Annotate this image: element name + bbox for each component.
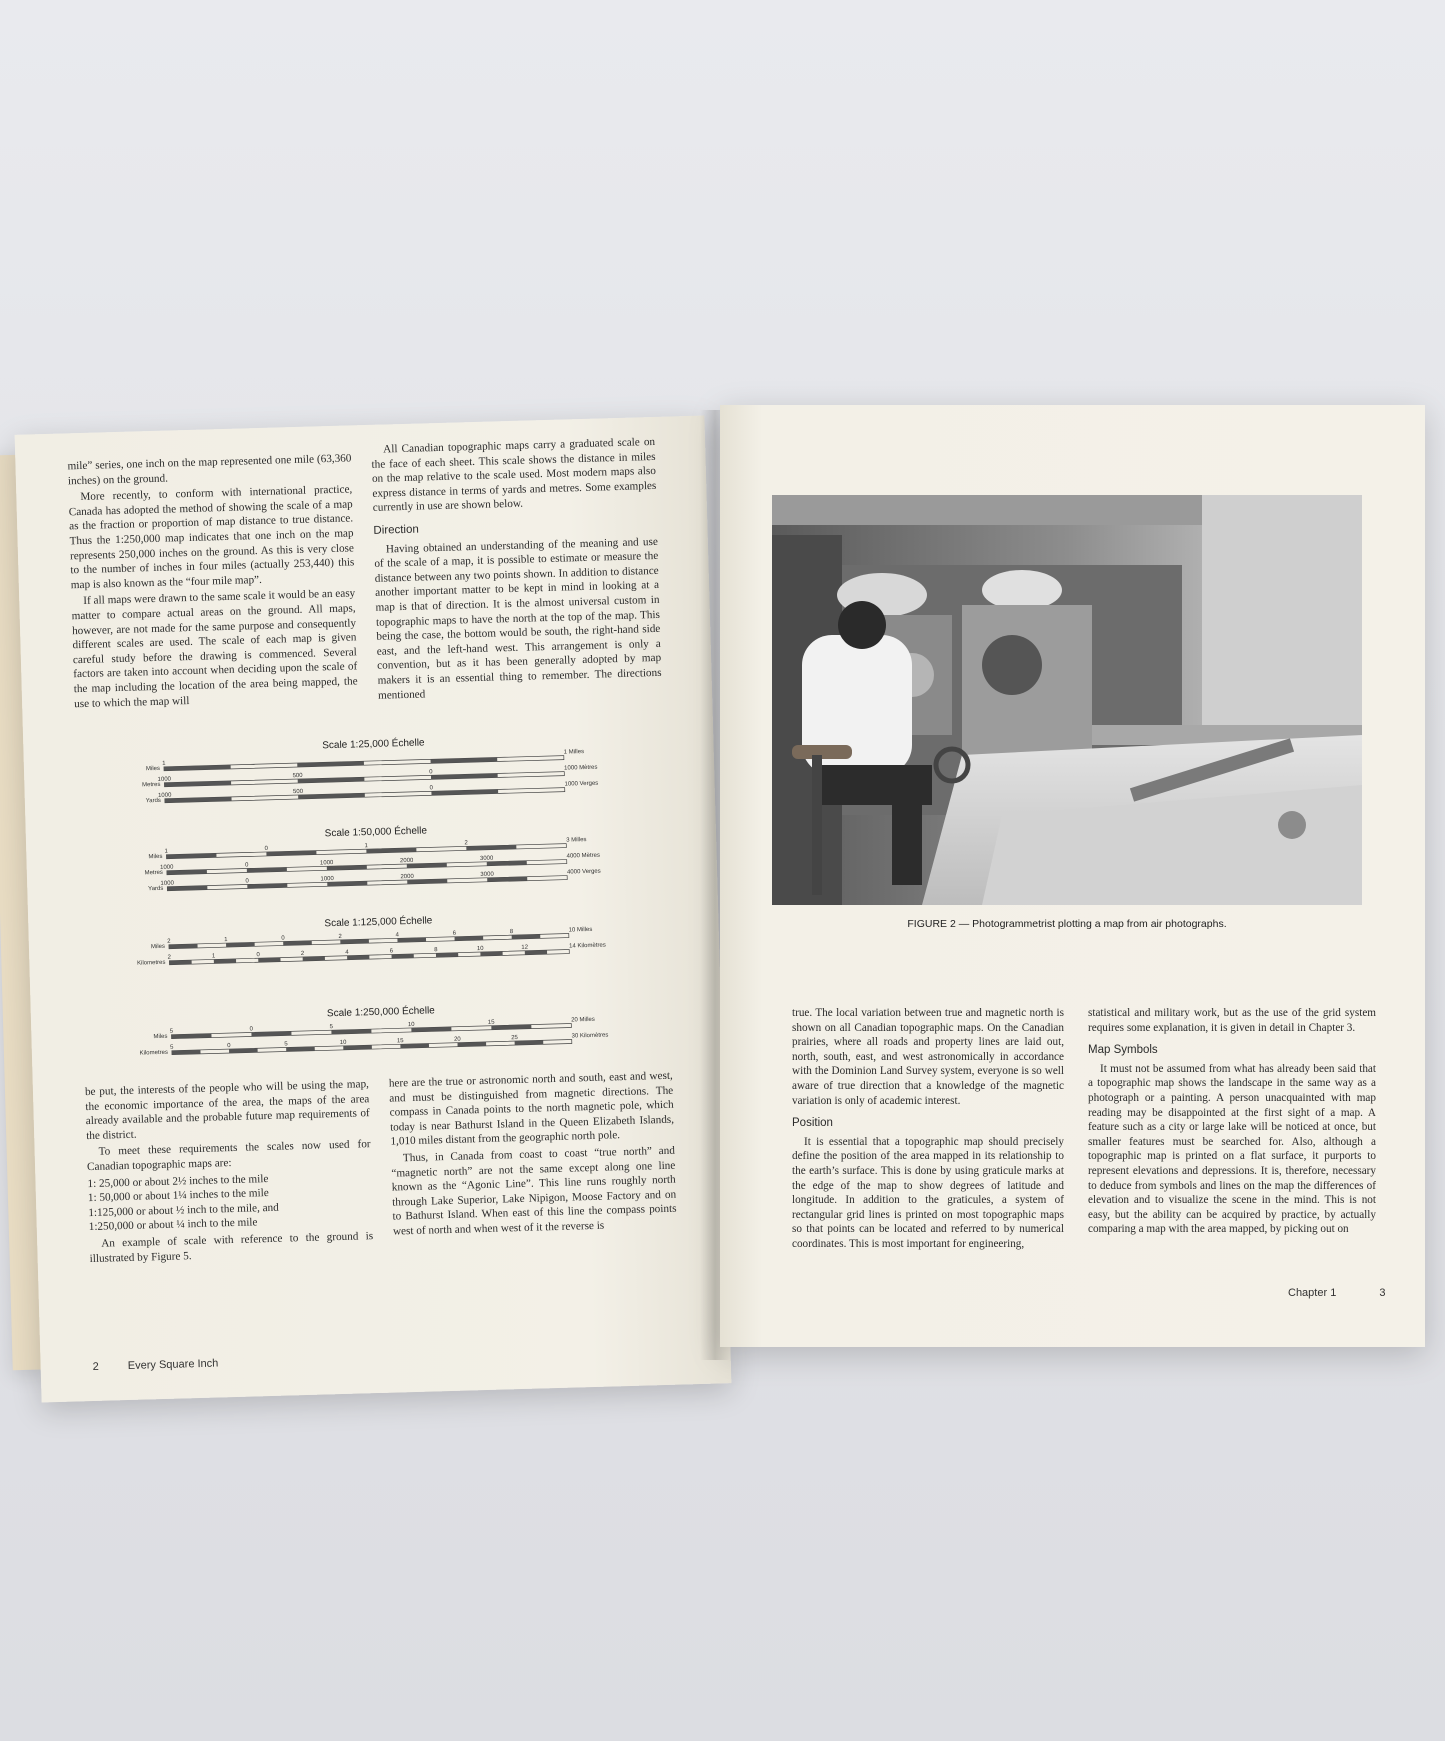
paragraph: If all maps were drawn to the same scale it would be an easy matter to compare actual areas on the ground. All maps, however, are not made for the same purpose and consequently different scales are used. The scale of each map is given careful study before the drawing is commenced. Several factors are taken into account when deciding upon the scale of the map including the location of the area being mapped, the use to which the map will xyxy=(71,587,358,710)
scale-bar-segment xyxy=(258,958,280,963)
scale-tick-label: 30 Kilomètres xyxy=(571,1032,609,1040)
scale-tick-label: 4000 Verges xyxy=(566,868,601,876)
paragraph: It is essential that a topographic map should precisely define the position of the area mapped in its relationship to the earth’s surface. This is done by using graticule marks at the edge of the map to show degrees of latitude and longitude. In addition to the graticules, a system of rectangular grid lines is printed on most topographic maps so that points can be located and referred to by numerical coordinates. This is most important for engineering, xyxy=(792,1135,1064,1250)
list-item: 1: 50,000 or about 1¼ inches to the mile xyxy=(87,1187,269,1205)
paragraph: mile” series, one inch on the map represented one mile (63,360 inches) on the ground. xyxy=(67,452,352,487)
scale-tick-label: 1000 xyxy=(160,880,174,887)
scale-tick-label: 0 xyxy=(245,878,249,885)
scale-tick-label: 3000 xyxy=(479,855,494,862)
left-column-1 xyxy=(67,451,358,713)
figure-caption: FIGURE 2 — Photogrammetrist plotting a map from air photographs. xyxy=(907,918,1227,930)
scale-tick-label: 2 xyxy=(300,950,305,958)
scale-title: Scale 1:250,000 Échelle xyxy=(326,1005,435,1020)
scale-tick-label: 0 xyxy=(249,1026,254,1033)
list-item: 1:125,000 or about ½ inch to the mile, and xyxy=(88,1201,279,1219)
scale-tick-label: 1 xyxy=(164,848,169,855)
paragraph: Having obtained an understanding of the meaning and use of the scale of a map, it is possible to estimate or measure the distance between any two points shown. In addition to distance another important matter to be kept in mind in looking at a map is that of direction. It is the almost universal custom in topographic maps to have the north at the top of the map. This being the case, the bottom would be south, the right-hand side east, and the left-hand west. This arrangement is only a convention, but as it has been generally adopted by map makers it is an essential thing to remember. The directions mentioned xyxy=(374,535,662,702)
scale-tick-label: 0 xyxy=(429,785,434,792)
scale-bar-segment xyxy=(226,942,255,947)
running-chapter: Chapter 1 xyxy=(1288,1287,1337,1299)
scale-bar-segment xyxy=(400,1043,429,1048)
scale-tick-label: 4 xyxy=(395,932,400,939)
scale-bar-segment xyxy=(229,1048,258,1053)
scale-unit-label: Kilometres xyxy=(137,959,166,967)
scale-unit-label: Metres xyxy=(142,781,161,789)
paragraph: here are the true or astronomic north and south, east and west, and must be distinguished from magnetic directions. The compass in Canada points to the north magnetic pole, which today is near Bathurst Island in the Queen Elizabeth Islands, 1,010 miles distant from the geographic north pole. xyxy=(388,1069,675,1148)
scale-tick-label: 2 xyxy=(464,840,468,847)
scale-unit-label: Yards xyxy=(145,797,161,805)
left-column-4 xyxy=(389,1069,677,1241)
scale-tick-label: 1000 xyxy=(157,776,172,783)
right-column-2 xyxy=(1088,1006,1376,1239)
left-column-3 xyxy=(85,1077,374,1268)
right-column-1 xyxy=(792,1006,1064,1254)
scale-tick-label: 0 xyxy=(429,769,433,776)
scale-tick-label: 10 xyxy=(339,1039,347,1046)
scale-unit-label: Miles xyxy=(145,765,161,773)
scale-bar-segment xyxy=(525,950,547,955)
scale-tick-label: 10 Milles xyxy=(568,926,593,934)
scale-tick-label: 14 Kilomètres xyxy=(569,942,606,950)
scale-bar-segment xyxy=(347,955,369,960)
section-heading-map-symbols: Map Symbols xyxy=(1088,1044,1158,1057)
paragraph: true. The local variation between true and magnetic north is shown on all Canadian topographic maps. On the Canadian prairies, where all roads and property lines are laid out, north, south, east, and west astronomically in accordance with the Dominion Land Survey system, everyone is so well aware of true direction that a knowledge of the magnetic variation is only of academic interest. xyxy=(792,1007,1064,1107)
scale-tick-label: 1000 xyxy=(320,876,334,883)
scale-tick-label: 8 xyxy=(434,947,438,954)
paragraph: All Canadian topographic maps carry a graduated scale on the face of each sheet. This scale shows the distance in miles on the map relative to the scale used. Most modern maps also express distance in terms of yards and metres. Some examples currently in use are shown below. xyxy=(371,435,657,515)
paragraph: An example of scale with reference to the ground is illustrated by Figure 5. xyxy=(89,1230,374,1265)
scale-title: Scale 1:125,000 Échelle xyxy=(324,915,433,930)
scale-title: Scale 1:50,000 Échelle xyxy=(324,825,428,840)
scale-tick-label: 4000 Mètres xyxy=(566,852,601,860)
page-number: 3 xyxy=(1379,1287,1386,1299)
scale-tick-label: 20 xyxy=(453,1036,461,1043)
scale-tick-label: 2000 xyxy=(399,857,414,865)
scale-unit-label: Metres xyxy=(144,869,163,877)
figure-photo xyxy=(772,495,1362,905)
paragraph: It must not be assumed from what has already been said that a topographic map shows the landscape in the same way as a photograph or a painting. A person unacquainted with map reading may be disappointed at the first sight of a map. A feature such as a city or large lake will be noticed at once, but smaller features must be searched for. Also, although a topographic map is printed on a flat surface, it purports to represent elevations and depressions. It is, therefore, necessary to deduce from symbols and lines on the map the differences of elevation and to visualize the scene in the mind. This is not easy, but the ability can be acquired by practice, by actually comparing a map with the area mapped, by picking out on xyxy=(1088,1062,1376,1236)
scale-tick-label: 15 xyxy=(396,1038,404,1045)
scale-bar-segment xyxy=(286,1047,315,1052)
scale-tick-label: 1000 xyxy=(157,792,172,799)
list-item: 1:250,000 or about ¼ inch to the mile xyxy=(88,1216,258,1234)
scale-tick-label: 0 xyxy=(227,1043,231,1050)
scale-tick-label: 0 xyxy=(256,952,260,959)
scale-bar-segment xyxy=(166,853,216,858)
scale-bar-segment xyxy=(283,941,312,946)
photogrammetrist-photo-illustration xyxy=(772,495,1362,905)
scale-tick-label: 8 xyxy=(509,929,514,936)
scale-bar-segment xyxy=(169,960,191,965)
scale-tick-label: 500 xyxy=(292,772,303,780)
scale-bar-segment xyxy=(343,1045,372,1050)
scale-bar-segment xyxy=(214,959,236,964)
paragraph: More recently, to conform with international practice, Canada has adopted the method of showing the scale of a map as the fraction or proportion of map distance to true distance. Thus the 1:250,000 map indicates that one inch on the map represents 250,000 inches on the ground. As this is very close to the number of inches in four miles (actually 253,440) this map is also known as the “four mile map”. xyxy=(68,483,355,592)
scale-tick-label: 10 xyxy=(407,1021,415,1029)
scale-tick-label: 5 xyxy=(170,1044,174,1051)
scale-tick-label: 3 Milles xyxy=(566,837,587,844)
scale-tick-label: 1 xyxy=(224,937,228,944)
paragraph: statistical and military work, but as the use of the grid system requires some explanation, it is given in detail in Chapter 3. xyxy=(1088,1007,1376,1034)
scale-bar-segment xyxy=(303,956,325,961)
scale-list xyxy=(87,1169,373,1235)
scale-tick-label: 2 xyxy=(167,938,171,945)
scale-tick-label: 1 xyxy=(364,843,368,850)
scale-tick-label: 0 xyxy=(281,935,285,942)
scale-unit-label: Miles xyxy=(153,1033,168,1041)
scale-bar-segment xyxy=(172,1050,201,1055)
scale-bar-segment xyxy=(169,944,198,949)
scale-tick-label: 500 xyxy=(292,788,304,796)
scale-bars-figure xyxy=(93,729,662,1075)
scale-tick-label: 1000 Mètres xyxy=(564,764,598,772)
scale-tick-label: 2000 xyxy=(400,873,414,881)
scale-bar-segment xyxy=(455,936,484,941)
scale-tick-label: 5 xyxy=(169,1028,174,1035)
scale-tick-label: 0 xyxy=(244,862,249,869)
page-number: 2 xyxy=(92,1360,99,1374)
scale-tick-label: 0 xyxy=(264,845,269,853)
scale-tick-label: 1 Milles xyxy=(563,749,585,756)
scale-bar-segment xyxy=(366,848,416,853)
scale-tick-label: 12 xyxy=(521,944,529,951)
scale-tick-label: 10 xyxy=(476,945,484,953)
scale-tick-label: 6 xyxy=(452,930,457,937)
scale-bar-segment xyxy=(515,1040,544,1045)
scale-tick-label: 6 xyxy=(389,948,394,955)
paragraph: To meet these requirements the scales now used for Canadian topographic maps are: xyxy=(86,1138,371,1174)
scale-tick-label: 1000 xyxy=(160,864,174,871)
running-title: Every Square Inch xyxy=(127,1357,219,1373)
paragraph: Thus, in Canada from coast to coast “true north” and “magnetic north” are not the same except along one line known as the “Agonic Line”. This line runs roughly north through Lake Superior, Lake Nipigon, Moose Factory and on to Bathurst Island. When east of this line the compass points west of north and when west of it the reverse is xyxy=(391,1144,677,1238)
scale-bar-segment xyxy=(397,938,426,943)
scale-bar-segment xyxy=(466,845,516,850)
scale-tick-label: 5 xyxy=(284,1041,288,1048)
scale-tick-label: 4 xyxy=(345,949,349,956)
scale-tick-label: 1 xyxy=(162,760,166,767)
scale-tick-label: 1000 xyxy=(319,860,334,867)
scale-tick-label: 20 Milles xyxy=(571,1016,595,1024)
scale-tick-label: 3000 xyxy=(480,871,494,878)
paragraph: be put, the interests of the people who will be using the map, the economic importance of the area, the maps of the area already available and the probable future map requirements of the district. xyxy=(84,1078,370,1142)
section-heading-direction: Direction xyxy=(373,523,419,537)
scale-tick-label: 1000 Verges xyxy=(564,780,599,788)
scale-tick-label: 25 xyxy=(511,1035,518,1042)
scale-tick-label: 15 xyxy=(487,1019,495,1026)
scale-bars-svg xyxy=(93,729,662,1075)
scale-tick-label: 5 xyxy=(329,1024,334,1031)
list-item: 1: 25,000 or about 2½ inches to the mile xyxy=(87,1172,269,1190)
left-page xyxy=(15,416,732,1403)
scale-bar-segment xyxy=(436,953,458,958)
scale-bar-segment xyxy=(340,939,369,944)
scale-unit-label: Yards xyxy=(148,885,164,893)
left-column-2 xyxy=(371,435,662,705)
scale-unit-label: Miles xyxy=(150,943,166,951)
scale-bar-segment xyxy=(480,951,502,956)
scale-bar-segment xyxy=(512,934,541,939)
scale-bar-segment xyxy=(457,1042,486,1047)
right-footer xyxy=(1288,1287,1386,1299)
scale-unit-label: Miles xyxy=(148,853,163,861)
section-heading-position: Position xyxy=(792,1117,833,1130)
scale-title: Scale 1:25,000 Échelle xyxy=(322,737,425,752)
scale-bar-segment xyxy=(266,851,316,856)
scale-tick-label: 2 xyxy=(167,954,172,961)
left-footer xyxy=(93,1357,219,1373)
scale-unit-label: Kilometres xyxy=(139,1049,169,1057)
scale-tick-label: 1 xyxy=(211,953,216,960)
scale-bar-segment xyxy=(391,954,413,959)
scale-tick-label: 2 xyxy=(338,933,342,940)
